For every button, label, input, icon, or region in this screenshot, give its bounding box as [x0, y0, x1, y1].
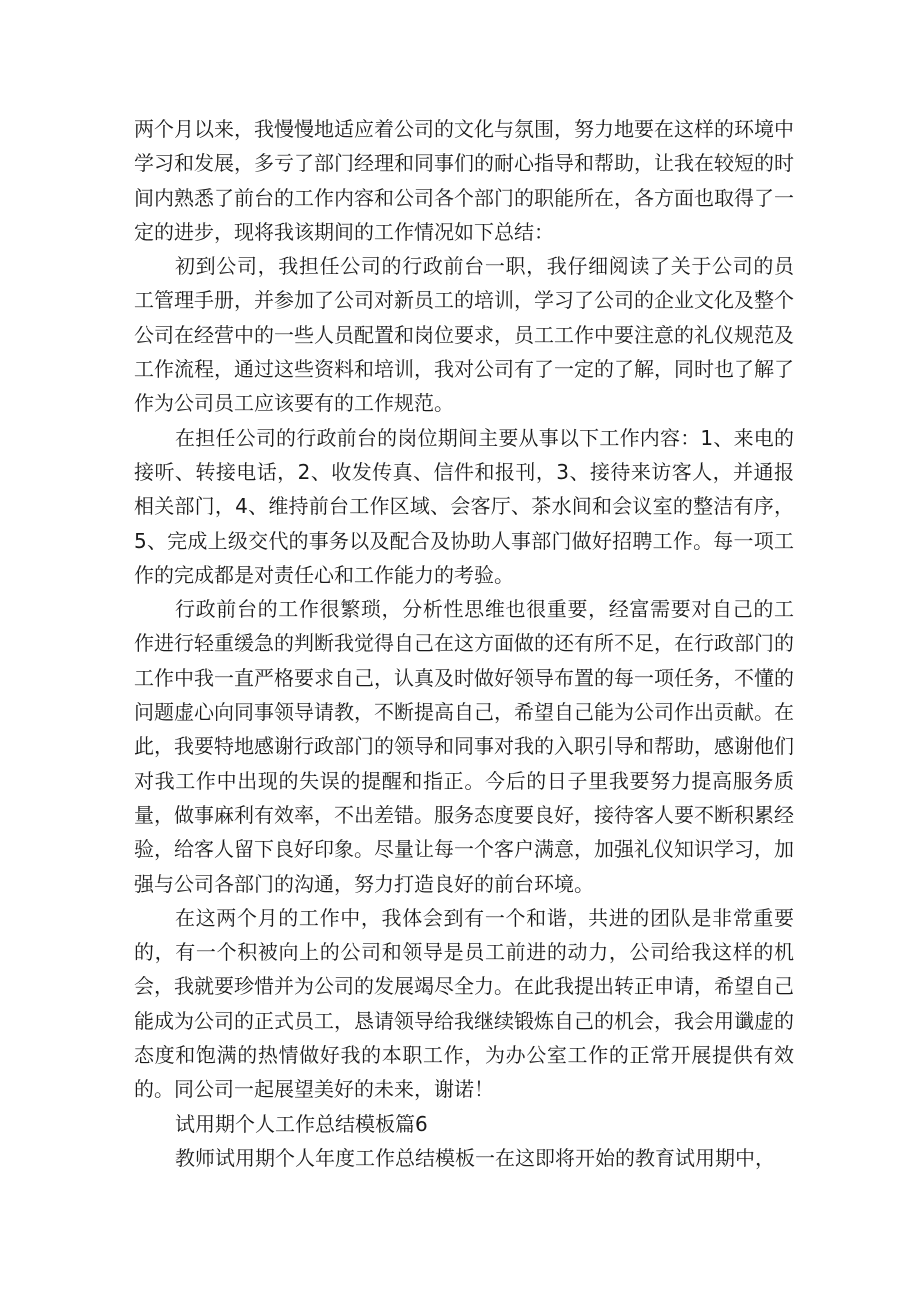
section-heading: 试用期个人工作总结模板篇6 [175, 1111, 428, 1136]
paragraph-next-section: 教师试用期个人年度工作总结模板一在这即将开始的教育试用期中， [175, 1145, 775, 1170]
paragraph-duties: 在担任公司的行政前台的岗位期间主要从事以下工作内容：1、来电的接听、转接电话，2、收发传真、信件和报刊，3、接待来访客人，并通报相关部门，4、维持前台工作区域、会客厅、茶水间和会议室的整洁有序，5、完成上级交代的事务以及配合及协助人事部门做好招聘工作。每一项工作的完成都是对责任心和工作能力的考验。 [134, 425, 794, 587]
paragraph-reflection: 行政前台的工作很繁琐，分析性思维也很重要，经富需要对自己的工作进行轻重缓急的判断我觉得自己在这方面做的还有所不足，在行政部门的工作中我一直严格要求自己，认真及时做好领导布置的每一项任务，不懂的问题虚心向同事领导请教，不断提高自己，希望自己能为公司作出贡献。在此，我要特地感谢行政部门的领导和同事对我的入职引导和帮助，感谢他们对我工作中出现的失误的提醒和指正。今后的日子里我要努力提高服务质量，做事麻利有效率，不出差错。服务态度要良好，接待客人要不断积累经验，给客人留下良好印象。尽量让每一个客户满意，加强礼仪知识学习，加强与公司各部门的沟通，努力打造良好的前台环境。 [134, 597, 794, 896]
paragraph-onboarding: 初到公司，我担任公司的行政前台一职，我仔细阅读了关于公司的员工管理手册，并参加了公司对新员工的培训，学习了公司的企业文化及整个公司在经营中的一些人员配置和岗位要求，员工工作中要注意的礼仪规范及工作流程，通过这些资料和培训，我对公司有了一定的了解，同时也了解了作为公司员工应该要有的工作规范。 [134, 254, 794, 416]
document-body [134, 112, 794, 1175]
paragraph-intro: 两个月以来，我慢慢地适应着公司的文化与氛围，努力地要在这样的环境中学习和发展，多亏了部门经理和同事们的耐心指导和帮助，让我在较短的时间内熟悉了前台的工作内容和公司各个部门的职能所在，各方面也取得了一定的进步，现将我该期间的工作情况如下总结： [134, 117, 794, 244]
paragraph-conclusion: 在这两个月的工作中，我体会到有一个和谐，共进的团队是非常重要的，有一个积被向上的公司和领导是员工前进的动力，公司给我这样的机会，我就要珍惜并为公司的发展竭尽全力。在此我提出转正申请，希望自己能成为公司的正式员工，恳请领导给我继续锻炼自己的机会，我会用谶虚的态度和饱满的热情做好我的本职工作，为办公室工作的正常开展提供有效的。同公司一起展望美好的未来，谢诺！ [134, 905, 794, 1102]
